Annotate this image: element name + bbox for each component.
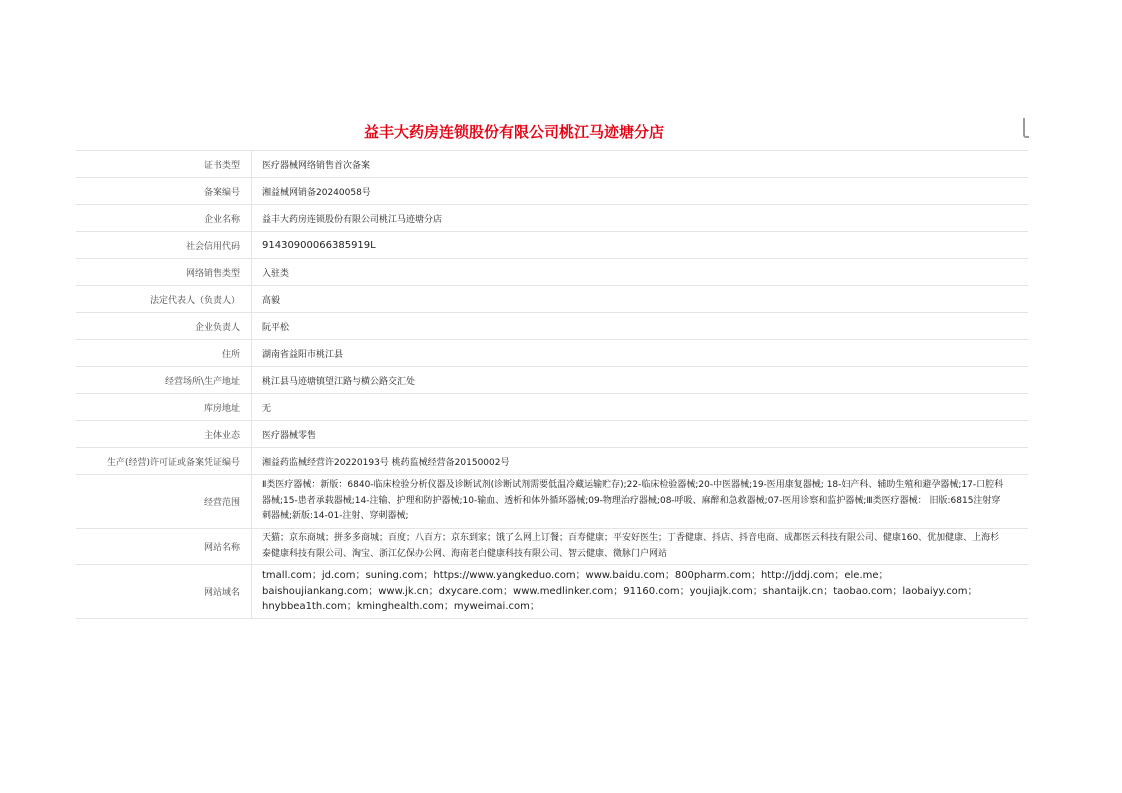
- row-value-filing-number: 湘益械网销备20240058号: [252, 178, 1029, 205]
- table-row: [76, 475, 1028, 529]
- row-label-business-address: 经营场所\生产地址: [76, 367, 252, 394]
- row-label-business-format: 主体业态: [76, 421, 252, 448]
- row-value-credit-code: [252, 232, 1029, 259]
- table-row: [76, 421, 1028, 448]
- table-row: [76, 340, 1028, 367]
- table-row: [76, 178, 1028, 205]
- row-value-legal-representative: 高毅: [252, 286, 1029, 313]
- row-value-business-scope: [252, 475, 1029, 529]
- row-value-website-names: [252, 529, 1029, 565]
- table-row: [76, 205, 1028, 232]
- row-value-business-address: 桃江县马迹塘镇望江路与横公路交汇处: [252, 367, 1029, 394]
- row-value-company-name: 益丰大药房连锁股份有限公司桃江马迹塘分店: [252, 205, 1029, 232]
- row-label-legal-representative: 法定代表人（负责人）: [76, 286, 252, 313]
- row-label-residence: 住所: [76, 340, 252, 367]
- row-value-website-domains: [252, 565, 1029, 619]
- row-label-company-head: 企业负责人: [76, 313, 252, 340]
- row-value-warehouse-address: 无: [252, 394, 1029, 421]
- row-value-residence: 湖南省益阳市桃江县: [252, 340, 1029, 367]
- website-domains-text: tmall.com；jd.com；suning.com；https://www.yangkeduo.com；www.baidu.com；800pharm.com；http://jddj.com；ele.me；baishoujiankang.com；www.jk.cn；dxycare.com；www.medlinker.com；91160.com；youjiajk.com；shantaijk.cn；taobao.com；laobaiyy.com；hnybbea1th.com；kminghealth.com；myweimai.com；: [262, 570, 978, 613]
- corner-bracket-icon: [1023, 118, 1029, 138]
- table-row: [76, 367, 1028, 394]
- row-label-warehouse-address: 库房地址: [76, 394, 252, 421]
- row-value-certificate-type: 医疗器械网络销售首次备案: [252, 151, 1029, 178]
- info-table: [76, 150, 1028, 619]
- website-names-text: 天猫；京东商城；拼多多商城；百度；八百方；京东到家；饿了么网上订餐；百寿健康；平安好医生；丁香健康、抖店、抖音电商、成都医云科技有限公司、健康160、优加健康、上海杉泰健康科技有限公司、淘宝、浙江亿保办公网、海南老白健康科技有限公司、智云健康、微脉门户网站: [262, 533, 1000, 559]
- page-title: 益丰大药房连锁股份有限公司桃江马迹塘分店: [363, 123, 664, 141]
- table-row: [76, 565, 1028, 619]
- row-label-business-scope: 经营范围: [76, 475, 252, 529]
- row-value-business-format: 医疗器械零售: [252, 421, 1029, 448]
- row-label-sales-type: 网络销售类型: [76, 259, 252, 286]
- row-label-company-name: 企业名称: [76, 205, 252, 232]
- table-row: [76, 151, 1028, 178]
- business-scope-text: Ⅱ类医疗器械：新版：6840-临床检验分析仪器及诊断试剂(诊断试剂需要低温冷藏运输贮存);22-临床检验器械;20-中医器械;19-医用康复器械; 18-妇产科、辅助生殖和避孕器械;17-口腔科器械;15-患者承载器械;14-注输、护理和防护器械;10-输血、透析和体外循环器械;09-物理治疗器械;08-呼吸、麻醉和急救器械;07-医用诊察和监护器械;Ⅲ类医疗器械： 旧版:6815注射穿刺器械;新版:14-01-注射、穿刺器械;: [262, 480, 1004, 522]
- credit-code-text: 91430900066385919L: [262, 239, 376, 251]
- table-row: [76, 313, 1028, 340]
- row-label-filing-number: 备案编号: [76, 178, 252, 205]
- row-label-license-number: 生产(经营)许可证或备案凭证编号: [76, 448, 252, 475]
- row-label-website-domains: 网站域名: [76, 565, 252, 619]
- row-value-company-head: 阮平松: [252, 313, 1029, 340]
- row-label-website-names: 网站名称: [76, 529, 252, 565]
- table-row: [76, 448, 1028, 475]
- row-label-certificate-type: 证书类型: [76, 151, 252, 178]
- row-label-credit-code: 社会信用代码: [76, 232, 252, 259]
- table-row: [76, 529, 1028, 565]
- table-row: [76, 232, 1028, 259]
- table-row: [76, 286, 1028, 313]
- table-row: [76, 259, 1028, 286]
- row-value-sales-type: 入驻类: [252, 259, 1029, 286]
- table-row: [76, 394, 1028, 421]
- row-value-license-number: 湘益药监械经营许20220193号 桃药监械经营备20150002号: [252, 448, 1029, 475]
